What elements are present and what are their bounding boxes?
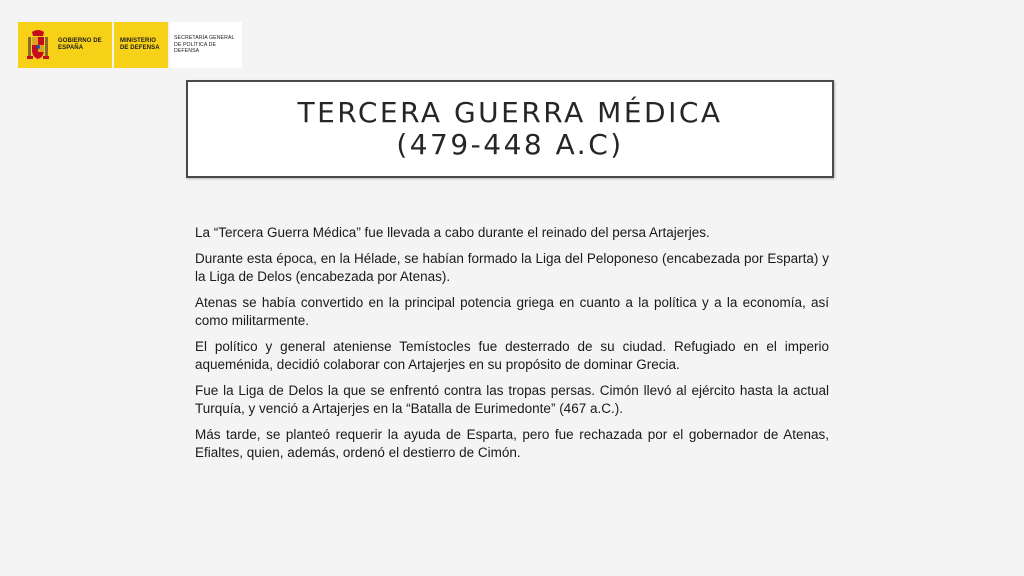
ministry-logo-panel: [114, 22, 168, 68]
body-paragraph: Fue la Liga de Delos la que se enfrentó contra las tropas persas. Cimón llevó al ejército hasta la actual Turquía, y venció a Artajerjes en la “Batalla de Eurimedonte” (467 a.C.).: [195, 383, 829, 416]
secretariat-label: SECRETARÍA GENERAL DE POLÍTICA DE DEFENSA: [174, 35, 235, 55]
body-paragraph: Atenas se había convertido en la principal potencia griega en cuanto a la política y a la economía, así como militarmente.: [195, 295, 829, 328]
government-logo-panel: [18, 22, 112, 68]
body-paragraph: El político y general ateniense Temístocles fue desterrado de su ciudad. Refugiado en el imperio aqueménida, decidió colaborar con Artajerjes en su propósito de dominar Grecia.: [195, 339, 829, 372]
ministry-logo: [18, 22, 242, 68]
secretariat-logo-panel: [170, 22, 242, 68]
coat-of-arms-icon: [26, 28, 50, 62]
title-box: [186, 80, 834, 178]
slide-title-line-1: TERCERA GUERRA MÉDICA: [297, 96, 723, 129]
government-label: GOBIERNO DE ESPAÑA: [58, 38, 102, 51]
slide-title: [297, 97, 722, 161]
slide-body: [195, 224, 829, 470]
body-paragraph: Más tarde, se planteó requerir la ayuda de Esparta, pero fue rechazada por el gobernador de Atenas, Efialtes, quien, además, ordenó el destierro de Cimón.: [195, 427, 829, 460]
body-paragraph: Durante esta época, en la Hélade, se habían formado la Liga del Peloponeso (encabezada por Esparta) y la Liga de Delos (encabezada por Atenas).: [195, 251, 829, 284]
body-paragraph: La “Tercera Guerra Médica” fue llevada a cabo durante el reinado del persa Artajerjes.: [195, 225, 710, 240]
slide-title-line-2: (479-448 A.C): [396, 128, 624, 161]
ministry-label: MINISTERIO DE DEFENSA: [120, 38, 160, 51]
